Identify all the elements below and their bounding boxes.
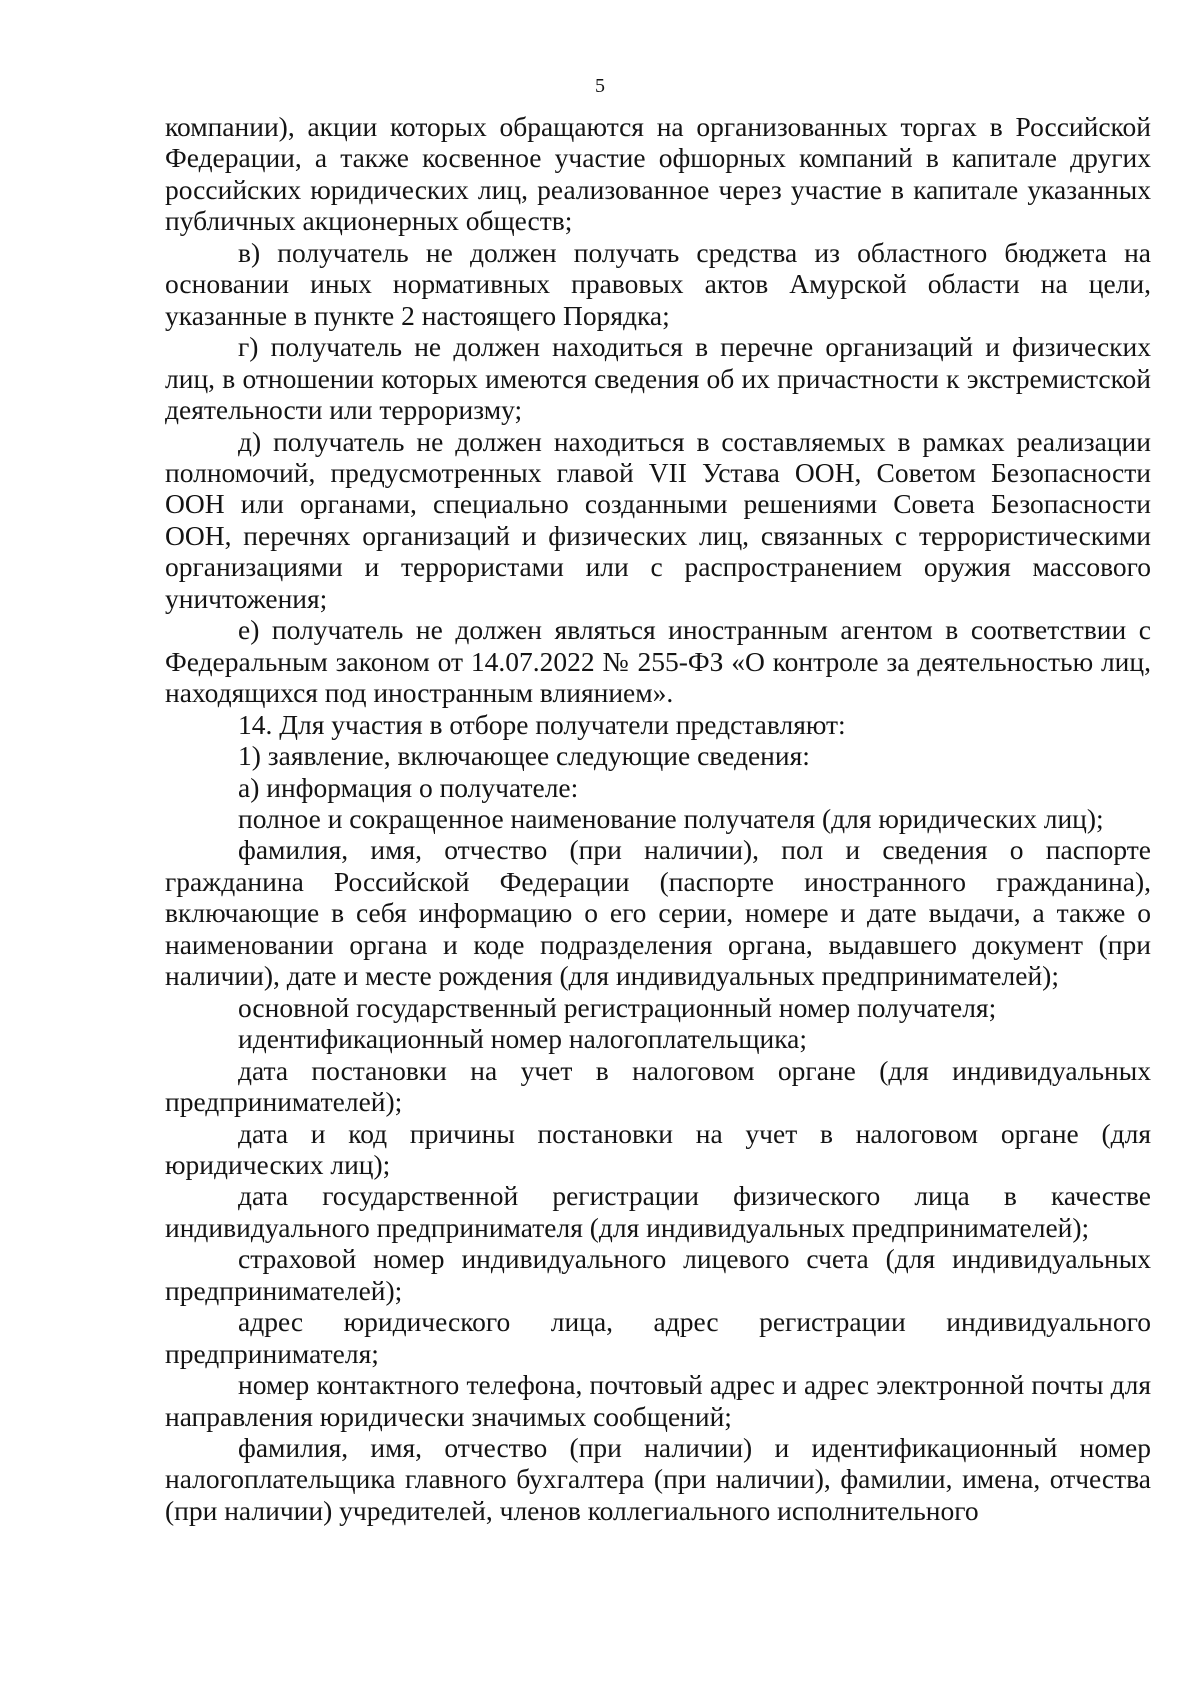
paragraph: 1) заявление, включающее следующие сведения: [238, 740, 810, 772]
page-number: 5 [595, 75, 605, 97]
paragraph: номер контактного телефона, почтовый адрес и адрес электронной почты для направления юридически значимых сообщений; [165, 1369, 1151, 1432]
paragraph: фамилия, имя, отчество (при наличии) и идентификационный номер налогоплательщика главного бухгалтера (при наличии), фамилии, имена, отчества (при наличии) учредителей, членов коллегиального исполнительного [165, 1432, 1151, 1526]
paragraph: г) получатель не должен находиться в перечне организаций и физических лиц, в отношении которых имеются сведения об их причастности к экстремистской деятельности или терроризму; [165, 331, 1151, 426]
paragraph: а) информация о получателе: [238, 771, 579, 803]
paragraph: дата и код причины постановки на учет в налоговом органе (для юридических лиц); [165, 1117, 1151, 1180]
paragraph: основной государственный регистрационный номер получателя; [238, 991, 997, 1023]
document-body [165, 111, 1151, 1526]
paragraph: адрес юридического лица, адрес регистрации индивидуального предпринимателя; [165, 1306, 1151, 1369]
paragraph: идентификационный номер налогоплательщика; [238, 1023, 808, 1055]
paragraph: полное и сокращенное наименование получателя (для юридических лиц); [238, 802, 1104, 834]
paragraph: дата постановки на учет в налоговом органе (для индивидуальных предпринимателей); [165, 1054, 1151, 1118]
paragraph: дата государственной регистрации физического лица в качестве индивидуального предпринимателя (для индивидуальных предпринимателей); [165, 1180, 1151, 1243]
paragraph: фамилия, имя, отчество (при наличии), пол и сведения о паспорте гражданина Российской Федерации (паспорте иностранного гражданина), включающие в себя информацию о его серии, номере и дате выдачи, а также о наименовании органа и коде подразделения органа, выдавшего документ (при наличии), дате и месте рождения (для индивидуальных предпринимателей); [165, 834, 1151, 992]
paragraph: д) получатель не должен находиться в составляемых в рамках реализации полномочий, предусмотренных главой VII Устава ООН, Советом Безопасности ООН или органами, специально созданными решениями Совета Безопасности ООН, перечнях организаций и физических лиц, связанных с террористическими организациями и террористами или с распространением оружия массового уничтожения; [165, 425, 1151, 614]
paragraph: 14. Для участия в отборе получатели представляют: [238, 708, 846, 740]
paragraph: в) получатель не должен получать средства из областного бюджета на основании иных нормативных правовых актов Амурской области на цели, указанные в пункте 2 настоящего Порядка; [165, 236, 1151, 331]
paragraph: компании), акции которых обращаются на организованных торгах в Российской Федерации, а также косвенное участие офшорных компаний в капитале других российских юридических лиц, реализованное через участие в капитале указанных публичных акционерных обществ; [165, 111, 1151, 237]
paragraph: страховой номер индивидуального лицевого счета (для индивидуальных предпринимателей); [165, 1243, 1151, 1306]
paragraph: е) получатель не должен являться иностранным агентом в соответствии с Федеральным законом от 14.07.2022 № 255-ФЗ «О контроле за деятельностью лиц, находящихся под иностранным влиянием». [165, 614, 1151, 709]
